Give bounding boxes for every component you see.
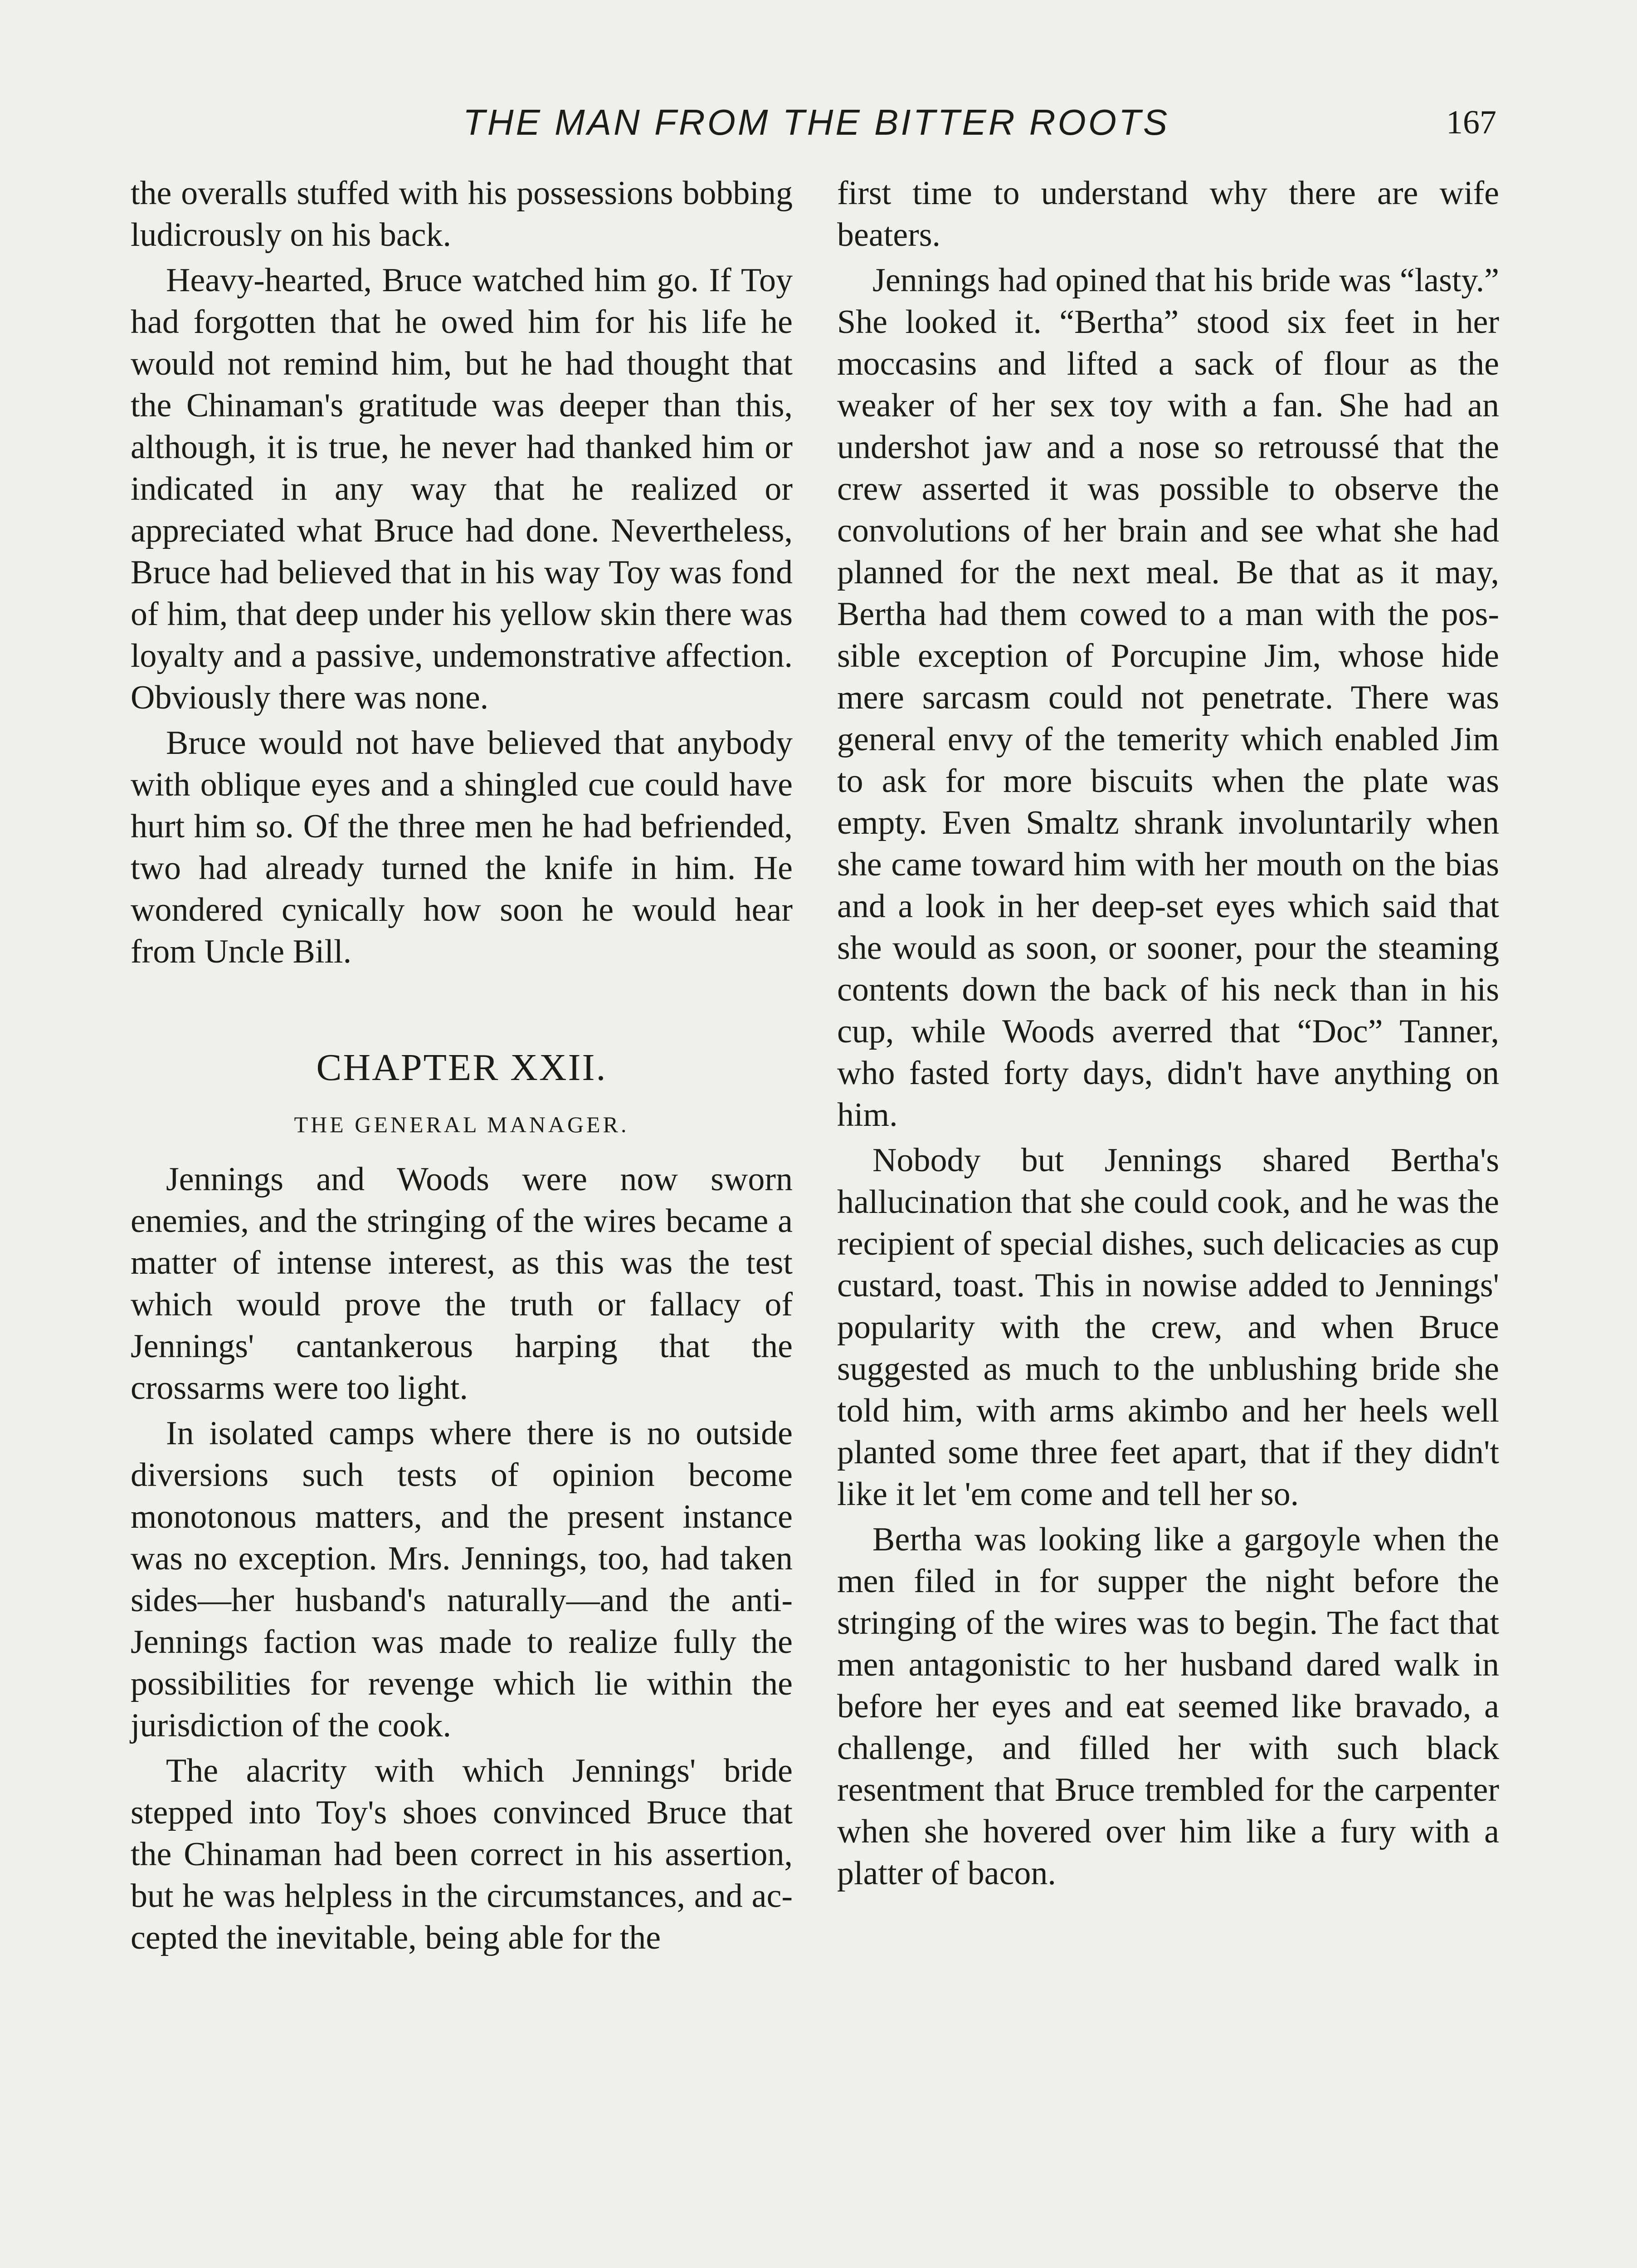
page-header: [127, 95, 1505, 150]
right-column: [837, 172, 1499, 1898]
paragraph: Bruce would not have believed that anybody with oblique eyes and a shingled cue could have hurt him so. Of the three men he had befriended, two had already turned the knife in him. He wondered cynically how soon he would hear from Uncle Bill.: [131, 724, 793, 970]
paragraph: In isolated camps where there is no outside diversions such tests of opinion become monotonous matters, and the present instance was no exception. Mrs. Jennings, too, had taken sides—her husband's naturally—and the anti-Jennings faction was made to realize fully the possibilities for revenge which lie within the jurisdiction of the cook.: [131, 1415, 793, 1744]
paragraph: Jennings and Woods were now sworn enemies, and the stringing of the wires became a matter of intense interest, as this was the test which would prove the truth or fallacy of Jennings' cantankerous harping that the crossarms were too light.: [131, 1161, 793, 1407]
paragraph: Nobody but Jennings shared Bertha's hallucination that she could cook, and he was the recipient of special dishes, such delicacies as cup custard, toast. This in nowise added to Jennings' popularity with the crew, and when Bruce suggested as much to the unblushing bride she told him, with arms akimbo and her heels well planted some three feet apart, that if they didn't like it let 'em come and tell her so.: [837, 1142, 1499, 1513]
running-title: THE MAN FROM THE BITTER ROOTS: [463, 102, 1170, 142]
paragraph: Jennings had opined that his bride was “lasty.” She looked it. “Bertha” stood six feet in her moccasins and lifted a sack of flour as the weaker of her sex toy with a fan. She had an undershot jaw and a nose so retroussé that the crew asserted it was possible to observe the convolutions of her brain and see what she had planned for the next meal. Be that as it may, Bertha had them cowed to a man with the possible exception of Porcupine Jim, whose hide mere sarcasm could not penetrate. There was general envy of the temerity which enabled Jim to ask for more biscuits when the plate was empty. Even Smaltz shrank involuntarily when she came toward him with her mouth on the bias and a look in her deep-set eyes which said that she would as soon, or sooner, pour the steaming contents down the back of his neck than in his cup, while Woods averred that “Doc” Tanner, who fasted forty days, didn't have anything on him.: [837, 262, 1499, 1134]
paragraph: first time to understand why there are wife beaters.: [837, 175, 1499, 254]
chapter-subtitle: THE GENERAL MANAGER.: [294, 1112, 629, 1137]
paragraph: The alacrity with which Jennings' bride stepped into Toy's shoes convinced Bruce that the Chinaman had been correct in his assertion, but he was helpless in the circumstances, and accepted the inevitable, being able for the: [131, 1752, 793, 1956]
chapter-title: CHAPTER XXII.: [316, 1046, 607, 1089]
left-column: [131, 172, 793, 1962]
paragraph: Heavy-hearted, Bruce watched him go. If Toy had forgotten that he owed him for his life he would not remind him, but he had thought that the Chinaman's gratitude was deeper than this, although, it is true, he never had thanked him or indicated in any way that he realized or appreciated what Bruce had done. Nevertheless, Bruce had believed that in his way Toy was fond of him, that deep under his yellow skin there was loyalty and a passive, undemonstrative affection. Obviously there was none.: [131, 262, 793, 716]
paragraph: the overalls stuffed with his possessions bobbing ludicrously on his back.: [131, 175, 793, 254]
page-number: 167: [1446, 104, 1496, 141]
paragraph: Bertha was looking like a gargoyle when the men filed in for supper the night before the stringing of the wires was to begin. The fact that men antagonistic to her husband dared walk in before her eyes and eat seemed like bravado, a challenge, and filled her with such black resentment that Bruce trembled for the carpenter when she hovered over him like a fury with a platter of bacon.: [837, 1521, 1499, 1892]
